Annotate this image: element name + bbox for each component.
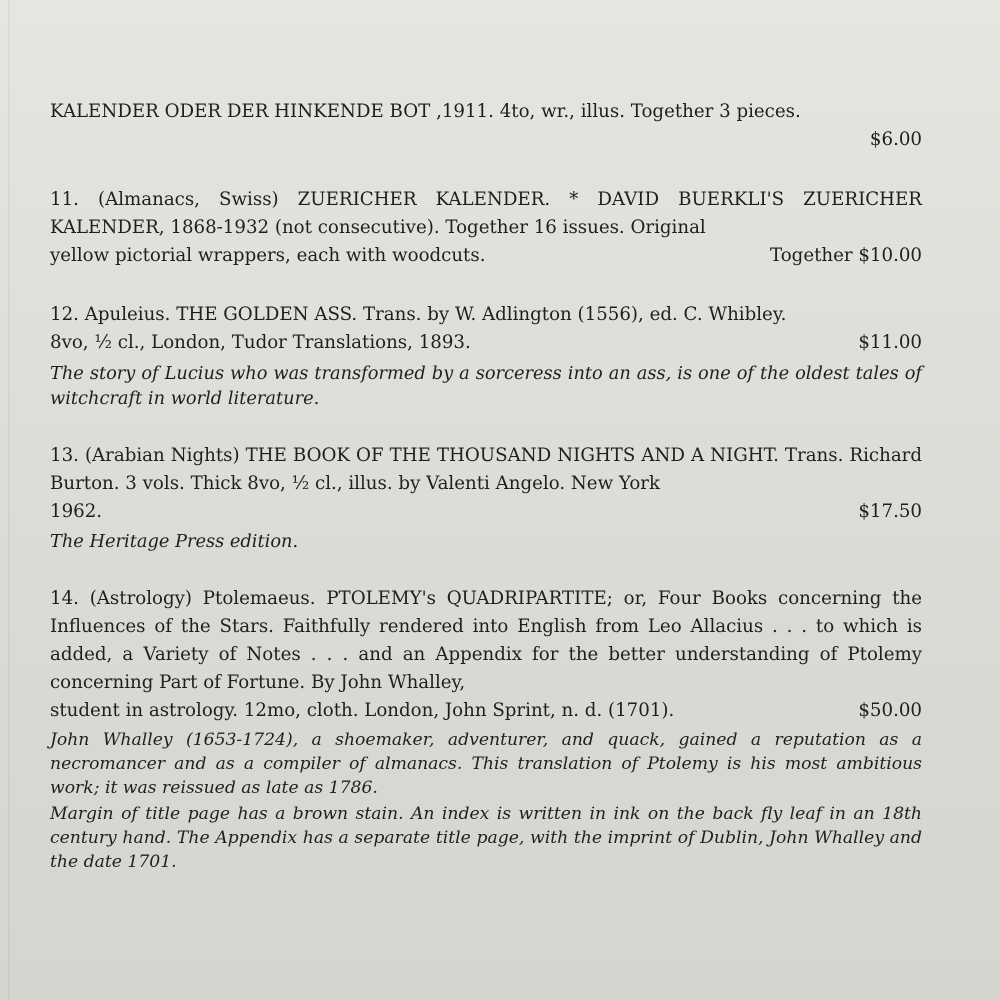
entry-price-line (50, 329, 922, 357)
entry-price: $17.50 (858, 501, 922, 522)
catalog-entry-12 (50, 301, 922, 411)
catalog-listing (50, 98, 922, 905)
entry-note: The Heritage Press edition. (50, 531, 299, 552)
catalog-entry-14 (50, 585, 922, 874)
entry-description-end: student in astrology. 12mo, cloth. London, John Sprint, n. d. (1701). (50, 700, 675, 721)
entry-description-end: 1962. (50, 501, 103, 522)
entry-note-biography: John Whalley (1653-1724), a shoemaker, adventurer, and quack, gained a reputation as a necromancer and as a compiler of almanacs. This translation of Ptolemy is his most ambitious work; it was reissued as late as 1786. (50, 730, 922, 798)
entry-description: KALENDER ODER DER HINKENDE BOT ,1911. 4to, wr., illus. Together 3 pieces. (50, 101, 801, 122)
page-edge-shadow (8, 0, 10, 1000)
entry-description-end: yellow pictorial wrappers, each with woodcuts. (50, 245, 486, 266)
entry-price-line (50, 697, 922, 725)
entry-description-end: 8vo, ½ cl., London, Tudor Translations, 1893. (50, 332, 471, 353)
catalog-entry-13 (50, 442, 922, 554)
entry-price: $11.00 (858, 332, 922, 353)
entry-price-line (50, 242, 922, 270)
entry-price-line (50, 498, 922, 526)
entry-description: 11. (Almanacs, Swiss) ZUERICHER KALENDER. * DAVID BUERKLI'S ZUERICHER KALENDER, 1868-1932 (not consecutive). Together 16 issues. Original (50, 189, 922, 238)
entry-note-condition: Margin of title page has a brown stain. An index is written in ink on the back fly leaf in an 18th century hand. The Appendix has a separate title page, with the imprint of Dublin, John Whalley and the date 1701. (50, 804, 922, 872)
entry-description: 12. Apuleius. THE GOLDEN ASS. Trans. by W. Adlington (1556), ed. C. Whibley. (50, 304, 787, 325)
entry-description: 13. (Arabian Nights) THE BOOK OF THE THOUSAND NIGHTS AND A NIGHT. Trans. Richard Burton. 3 vols. Thick 8vo, ½ cl., illus. by Valenti Angelo. New York (50, 445, 922, 494)
entry-price: Together $10.00 (770, 245, 922, 266)
catalog-entry-11 (50, 186, 922, 270)
entry-price: $50.00 (858, 700, 922, 721)
entry-note: The story of Lucius who was transformed by a sorceress into an ass, is one of the oldest tales of witchcraft in world literature. (50, 363, 922, 409)
entry-description: 14. (Astrology) Ptolemaeus. PTOLEMY's QUADRIPARTITE; or, Four Books concerning the Influences of the Stars. Faithfully rendered into English from Leo Allacius . . . to which is added, a Variety of Notes . . . and an Appendix for the better understanding of Ptolemy concerning Part of Fortune. By John Whalley, (50, 588, 922, 693)
catalog-entry-kalender (50, 98, 922, 154)
entry-price: $6.00 (869, 129, 922, 150)
